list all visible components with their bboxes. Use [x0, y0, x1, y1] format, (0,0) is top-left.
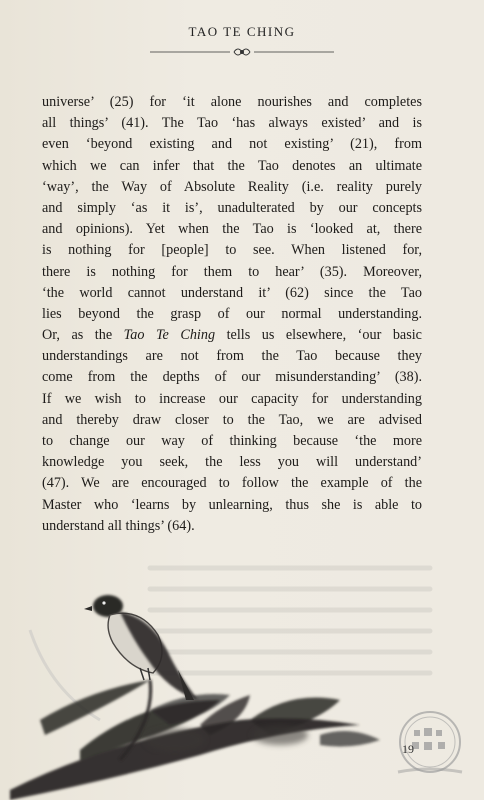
text-line: universe’ (25) for ‘it alone nourishes and completes [42, 94, 422, 110]
text-run: Or, as the [42, 327, 124, 344]
text-line: and thereby draw closer to the Tao, we are advised [42, 411, 422, 428]
text-line [42, 325, 422, 346]
running-head: TAO TE CHING [188, 24, 296, 39]
text-line: is nothing for [people] to see. When listened for, [42, 242, 422, 259]
watermark-stamp-icon [378, 706, 476, 786]
text-line: come from the depths of our misunderstanding’ (38). [42, 369, 422, 386]
book-title-italic: Tao Te Ching [123, 327, 216, 344]
text-line: knowledge you seek, the less you will understand’ [42, 454, 422, 471]
text-line: which we can infer that the Tao denotes an ultimate [42, 157, 422, 174]
text-line: and simply ‘as it is’, unadulterated by our concepts [42, 199, 422, 216]
text-line: and opinions). Yet when the Tao is ‘looked at, there [42, 221, 422, 238]
text-line: to change our way of thinking because ‘the more [42, 433, 422, 449]
text-run: tells us elsewhere, ‘our basic [215, 327, 422, 344]
text-line: ‘way’, the Way of Absolute Reality (i.e. reality purely [42, 178, 422, 195]
body-paragraph [42, 92, 422, 537]
text-line: even ‘beyond existing and not existing’ (21), from [42, 136, 422, 153]
page-number: 19 [402, 742, 414, 756]
text-line: Master who ‘learns by unlearning, thus she is able to [42, 496, 422, 513]
text-line: lies beyond the grasp of our normal understanding. [42, 305, 422, 322]
text-line: all things’ (41). The Tao ‘has always existed’ and is [42, 115, 422, 132]
text-line: If we wish to increase our capacity for understanding [42, 390, 422, 407]
text-line: there is nothing for them to hear’ (35). Moreover, [42, 263, 422, 280]
ornamental-rule-icon [150, 45, 334, 59]
text-line: understandings are not from the Tao because they [42, 348, 422, 365]
text-line: ‘the world cannot understand it’ (62) since the Tao [42, 284, 422, 301]
text-line: (47). We are encouraged to follow the example of the [42, 475, 422, 492]
text-line: understand all things’ (64). [42, 517, 195, 534]
